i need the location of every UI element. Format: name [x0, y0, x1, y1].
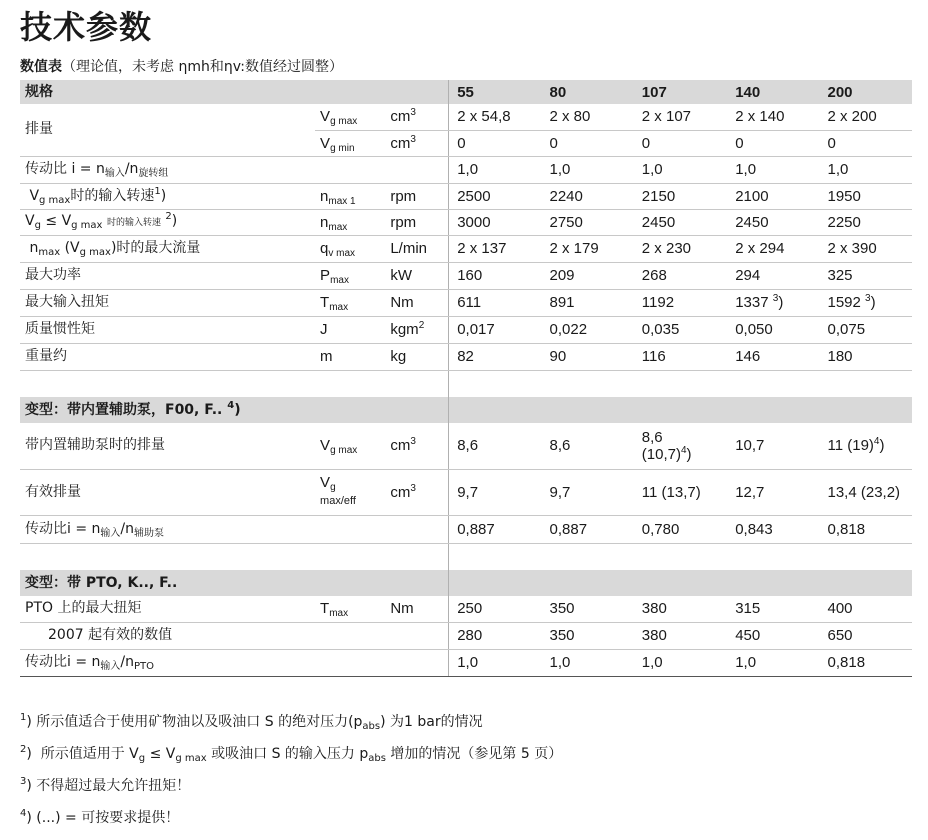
table-row: 最大输入扭矩 $T_{max}$ Nm 611 891 1192 1337 $^3$) 1592 $^3$)	[20, 289, 912, 316]
row-name: 重量约	[20, 343, 315, 370]
row-name: 2007 起有效的数值	[20, 622, 315, 649]
row-unit: $cm^3$	[386, 423, 448, 469]
footnote-4: $^4$) (...) = 可按要求提供！	[20, 808, 180, 826]
row-unit: rpm	[386, 183, 448, 209]
table-row: 传动比$i = n_{输入}/n_{PTO}$ 1,0 1,0 1,0 1,0 0,818	[20, 649, 912, 676]
row-symbol: $V_{g max}$	[315, 423, 386, 469]
table-row: 传动比 $i = n_{输入}/n_{旋转组}$ 1,0 1,0 1,0 1,0 1,0	[20, 156, 912, 183]
spacer-row	[20, 543, 912, 570]
row-unit: kg	[386, 343, 448, 370]
row-unit: $cm^3$	[386, 130, 448, 156]
spacer-row	[20, 370, 912, 397]
row-symbol: $n_{max}$	[315, 209, 386, 235]
row-name: 传动比$i = n_{输入}/n_{辅助泵}$	[20, 515, 449, 543]
row-unit: $cm^3$	[386, 104, 448, 130]
header-size-80: 80	[542, 80, 634, 104]
header-size-140: 140	[727, 80, 819, 104]
table-row: $V_{g max}$时的输入转速$^1$) $n_{max 1}$ rpm 2500 2240 2150 2100 1950	[20, 183, 912, 209]
row-name: 传动比$i = n_{输入}/n_{PTO}$	[20, 649, 449, 676]
table-row: 最大功率 $P_{max}$ kW 160 209 268 294 325	[20, 262, 912, 289]
row-symbol: $T_{max}$	[315, 289, 386, 316]
row-unit: Nm	[386, 289, 448, 316]
row-symbol: $V_{g max}$	[315, 104, 386, 130]
row-name: PTO 上的最大扭矩	[20, 596, 315, 622]
footnote-1: $^1$) 所示值适合于使用矿物油以及吸油口 S 的绝对压力$(p_{abs})$ 为1 bar的情况	[20, 712, 483, 732]
row-name: 排量	[20, 104, 315, 156]
caption-text: （理论值，未考虑 ηmh和ηv:数值经过圆整）	[62, 59, 343, 75]
header-size-55: 55	[449, 80, 542, 104]
row-name: $n_{max}$ $(V_{g max})$时的最大流量	[20, 235, 315, 262]
row-name: 带内置辅助泵时的排量	[20, 423, 315, 469]
footnotes	[20, 712, 562, 840]
table-row: 重量约 m kg 82 90 116 146 180	[20, 343, 912, 370]
row-unit: kW	[386, 262, 448, 289]
table-row: PTO 上的最大扭矩 $T_{max}$ Nm 250 350 380 315 400	[20, 596, 912, 622]
row-name: 传动比 $i = n_{输入}/n_{旋转组}$	[20, 156, 449, 183]
row-unit: L/min	[386, 235, 448, 262]
table-row: 排量 $V_{g max}$ $cm^3$ 2 x 54,8 2 x 80 2 x 107 2 x 140 2 x 200	[20, 104, 912, 130]
section-header-pto	[20, 570, 912, 596]
section-header-aux-pump	[20, 397, 912, 423]
table-row: 质量惯性矩 J kgm$^2$ 0,017 0,022 0,035 0,050 0,075	[20, 316, 912, 343]
row-symbol: $V_g$ max/eff	[315, 469, 386, 515]
row-name: $V_g \le V_{g max}$ 时的输入转速 $^2$)	[20, 209, 315, 235]
table-header-row	[20, 80, 912, 104]
row-symbol: $T_{max}$	[315, 596, 386, 622]
header-name: 规格	[20, 80, 315, 104]
table-caption	[20, 56, 343, 76]
row-unit: kgm$^2$	[386, 316, 448, 343]
row-symbol: $n_{max 1}$	[315, 183, 386, 209]
row-name: 有效排量	[20, 469, 315, 515]
section-title: 变型：带内置辅助泵，F00, F.. $^4$)	[20, 397, 386, 423]
row-name: 最大功率	[20, 262, 315, 289]
table-row: 带内置辅助泵时的排量 $V_{g max}$ $cm^3$ 8,6 8,6 8,6 $(10,7)^4$) 10,7 11 $(19)^4$)	[20, 423, 912, 469]
row-unit: Nm	[386, 596, 448, 622]
table-row: 有效排量 $V_g$ max/eff $cm^3$ 9,7 9,7 11 (13,7) 12,7 13,4 (23,2)	[20, 469, 912, 515]
table-row: $n_{max}$ $(V_{g max})$时的最大流量 $q_{v max}$ L/min 2 x 137 2 x 179 2 x 230 2 x 294 2 x 390	[20, 235, 912, 262]
table-row: $V_{g min}$ $cm^3$ 0 0 0 0 0	[20, 130, 912, 156]
header-size-107: 107	[634, 80, 727, 104]
row-symbol: m	[315, 343, 386, 370]
table-row: 2007 起有效的数值 280 350 380 450 650	[20, 622, 912, 649]
table-row: $V_g \le V_{g max}$ 时的输入转速 $^2$) $n_{max}$ rpm 3000 2750 2450 2450 2250	[20, 209, 912, 235]
row-symbol: $P_{max}$	[315, 262, 386, 289]
row-symbol: $V_{g min}$	[315, 130, 386, 156]
row-name: $V_{g max}$时的输入转速$^1$)	[20, 183, 315, 209]
row-unit: rpm	[386, 209, 448, 235]
row-unit: $cm^3$	[386, 469, 448, 515]
spec-table	[20, 80, 912, 677]
section-title: 变型：带 PTO, K.., F..	[20, 570, 386, 596]
row-name: 质量惯性矩	[20, 316, 315, 343]
footnote-2: $^2$) 所示值适用于 $V_g \le V_{g max}$ 或吸油口 S 的输入压力 $p_{abs}$ 增加的情况（参见第 5 页）	[20, 744, 563, 764]
table-row: 传动比$i = n_{输入}/n_{辅助泵}$ 0,887 0,887 0,780 0,843 0,818	[20, 515, 912, 543]
caption-label: 数值表	[20, 59, 62, 75]
footnote-3: $^3$) 不得超过最大允许扭矩！	[20, 776, 191, 794]
row-symbol: J	[315, 316, 386, 343]
header-size-200: 200	[820, 80, 913, 104]
row-name: 最大输入扭矩	[20, 289, 315, 316]
row-symbol: $q_{v max}$	[315, 235, 386, 262]
page-title: 技术参数	[20, 8, 153, 46]
